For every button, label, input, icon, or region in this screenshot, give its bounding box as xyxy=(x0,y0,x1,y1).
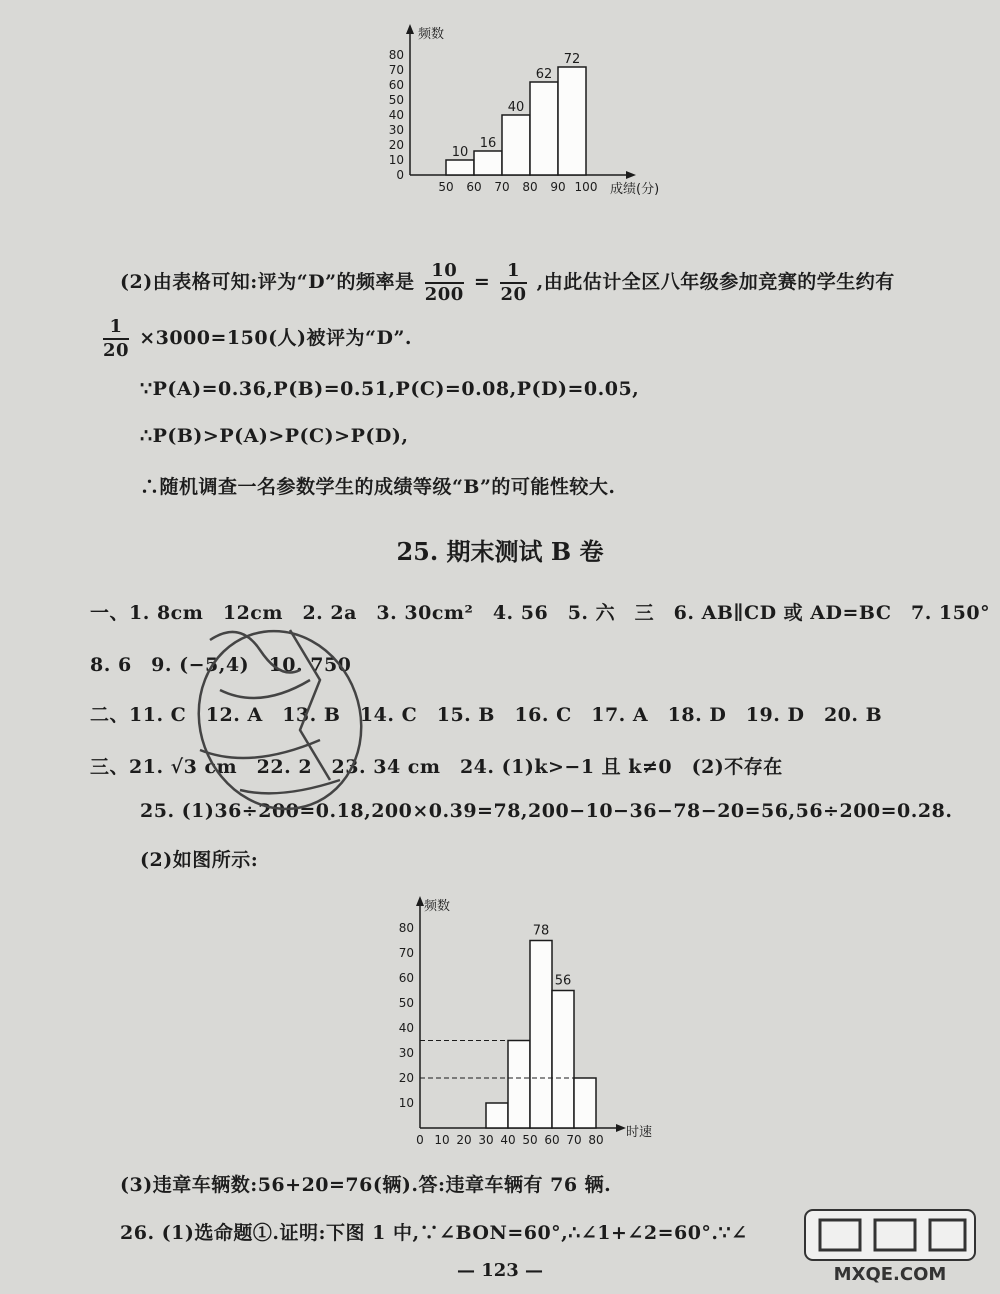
x-tick-label: 50 xyxy=(522,1133,538,1147)
p2-suffix: ,由此估计全区八年级参加竞赛的学生约有 xyxy=(536,271,895,293)
answers-7: (3)违章车辆数:56+20=76(辆).答:违章车辆有 76 辆. xyxy=(120,1174,612,1196)
x-tick-label: 50 xyxy=(438,180,454,194)
fraction-denominator: 200 xyxy=(424,284,464,305)
x-axis-arrow xyxy=(616,1124,626,1132)
paragraph-4: ∵P(A)=0.36,P(B)=0.51,P(C)=0.08,P(D)=0.05, xyxy=(140,378,640,400)
answers-5: 25. (1)36÷200=0.18,200×0.39=78,200−10−36−78−20=56,56÷200=0.28. xyxy=(140,800,953,822)
paragraph-2 xyxy=(120,260,895,306)
data-label: 40 xyxy=(507,100,525,115)
x-tick-label: 20 xyxy=(456,1133,472,1147)
bar xyxy=(552,991,574,1129)
speed-histogram xyxy=(380,890,690,1150)
y-tick-label: 0 xyxy=(396,168,404,182)
y-tick-label: 50 xyxy=(398,996,414,1010)
x-tick-label: 60 xyxy=(466,180,482,194)
paragraph-5: ∴P(B)>P(A)>P(C)>P(D), xyxy=(140,425,409,447)
x-tick-label: 100 xyxy=(574,180,598,194)
answers-2: 8. 6 9. (−5,4) 10. 750 xyxy=(90,654,352,676)
watermark-logo xyxy=(800,1205,980,1290)
y-axis-arrow xyxy=(416,896,424,906)
bar xyxy=(446,160,474,175)
bar xyxy=(558,67,586,175)
fraction-1-20-b xyxy=(103,316,129,362)
y-tick-label: 70 xyxy=(398,946,414,960)
p3-suffix: ×3000=150(人)被评为“D”. xyxy=(139,327,412,349)
bar xyxy=(574,1078,596,1128)
answers-1: 一、1. 8cm 12cm 2. 2a 3. 30cm² 4. 56 5. 六 三 6. AB∥CD 或 AD=BC 7. 150° xyxy=(90,602,991,624)
bar xyxy=(530,941,552,1129)
fraction-10-200 xyxy=(425,260,464,306)
x-axis-label: 时速 xyxy=(626,1125,653,1140)
x-axis-arrow xyxy=(626,171,636,179)
x-tick-label: 70 xyxy=(494,180,510,194)
x-tick-label: 0 xyxy=(416,1133,424,1147)
x-tick-label: 90 xyxy=(550,180,566,194)
y-tick-label: 30 xyxy=(398,1046,414,1060)
y-tick-label: 50 xyxy=(388,93,404,107)
x-tick-label: 30 xyxy=(478,1133,494,1147)
data-label: 10 xyxy=(451,145,469,160)
fraction-numerator: 1 xyxy=(500,260,526,284)
page-number: — 123 — xyxy=(456,1260,544,1281)
y-axis-label: 频数 xyxy=(418,27,445,42)
answers-3: 二、11. C 12. A 13. B 14. C 15. B 16. C 17. A 18. D 19. D 20. B xyxy=(90,704,883,726)
y-tick-label: 20 xyxy=(388,138,404,152)
y-tick-label: 60 xyxy=(398,971,414,985)
data-label: 78 xyxy=(532,923,550,939)
data-label: 72 xyxy=(563,52,581,67)
y-tick-label: 60 xyxy=(388,78,404,92)
handwritten-stamp-icon xyxy=(170,600,370,830)
x-tick-label: 80 xyxy=(522,180,538,194)
x-tick-label: 80 xyxy=(588,1133,604,1147)
data-label: 62 xyxy=(535,67,553,82)
bar xyxy=(508,1041,530,1129)
bar xyxy=(474,151,502,175)
fraction-denominator: 20 xyxy=(500,284,527,305)
section-title: 25. 期末测试 B 卷 xyxy=(396,537,604,566)
data-label: 56 xyxy=(554,973,572,989)
y-tick-label: 10 xyxy=(388,153,404,167)
answers-4: 三、21. √3 cm 22. 2 23. 34 cm 24. (1)k>−1 且 k≠0 (2)不存在 xyxy=(90,756,783,778)
score-histogram xyxy=(360,20,660,200)
watermark-text: MXQE.COM xyxy=(833,1264,947,1285)
fraction-denominator: 20 xyxy=(103,340,130,361)
bar xyxy=(530,82,558,175)
x-tick-label: 60 xyxy=(544,1133,560,1147)
paragraph-3 xyxy=(100,316,412,362)
answers-6: (2)如图所示: xyxy=(140,849,259,871)
bar xyxy=(486,1103,508,1128)
fraction-1-20 xyxy=(500,260,526,306)
fraction-numerator: 10 xyxy=(425,260,464,284)
y-tick-label: 40 xyxy=(388,108,404,122)
answers-8: 26. (1)选命题①.证明:下图 1 中,∵∠BON=60°,∴∠1+∠2=60°.∵∠ xyxy=(120,1222,748,1244)
y-tick-label: 20 xyxy=(398,1071,414,1085)
y-axis-arrow xyxy=(406,24,414,34)
x-tick-label: 10 xyxy=(434,1133,450,1147)
y-tick-label: 40 xyxy=(398,1021,414,1035)
x-tick-label: 40 xyxy=(500,1133,516,1147)
y-tick-label: 80 xyxy=(388,48,404,62)
y-tick-label: 30 xyxy=(388,123,404,137)
p2-prefix: (2)由表格可知:评为“D”的频率是 xyxy=(120,271,415,293)
x-axis-label: 成绩(分) xyxy=(610,182,660,197)
y-tick-label: 70 xyxy=(388,63,404,77)
watermark-logo-icon xyxy=(800,1205,980,1290)
fraction-numerator: 1 xyxy=(103,316,129,340)
equals-sign: = xyxy=(473,271,491,293)
data-label: 16 xyxy=(479,136,497,151)
paragraph-6: ∴随机调查一名参数学生的成绩等级“B”的可能性较大. xyxy=(140,476,616,498)
x-tick-label: 70 xyxy=(566,1133,582,1147)
y-axis-label: 频数 xyxy=(424,899,451,914)
bar xyxy=(502,115,530,175)
y-tick-label: 10 xyxy=(398,1096,414,1110)
y-tick-label: 80 xyxy=(398,921,414,935)
